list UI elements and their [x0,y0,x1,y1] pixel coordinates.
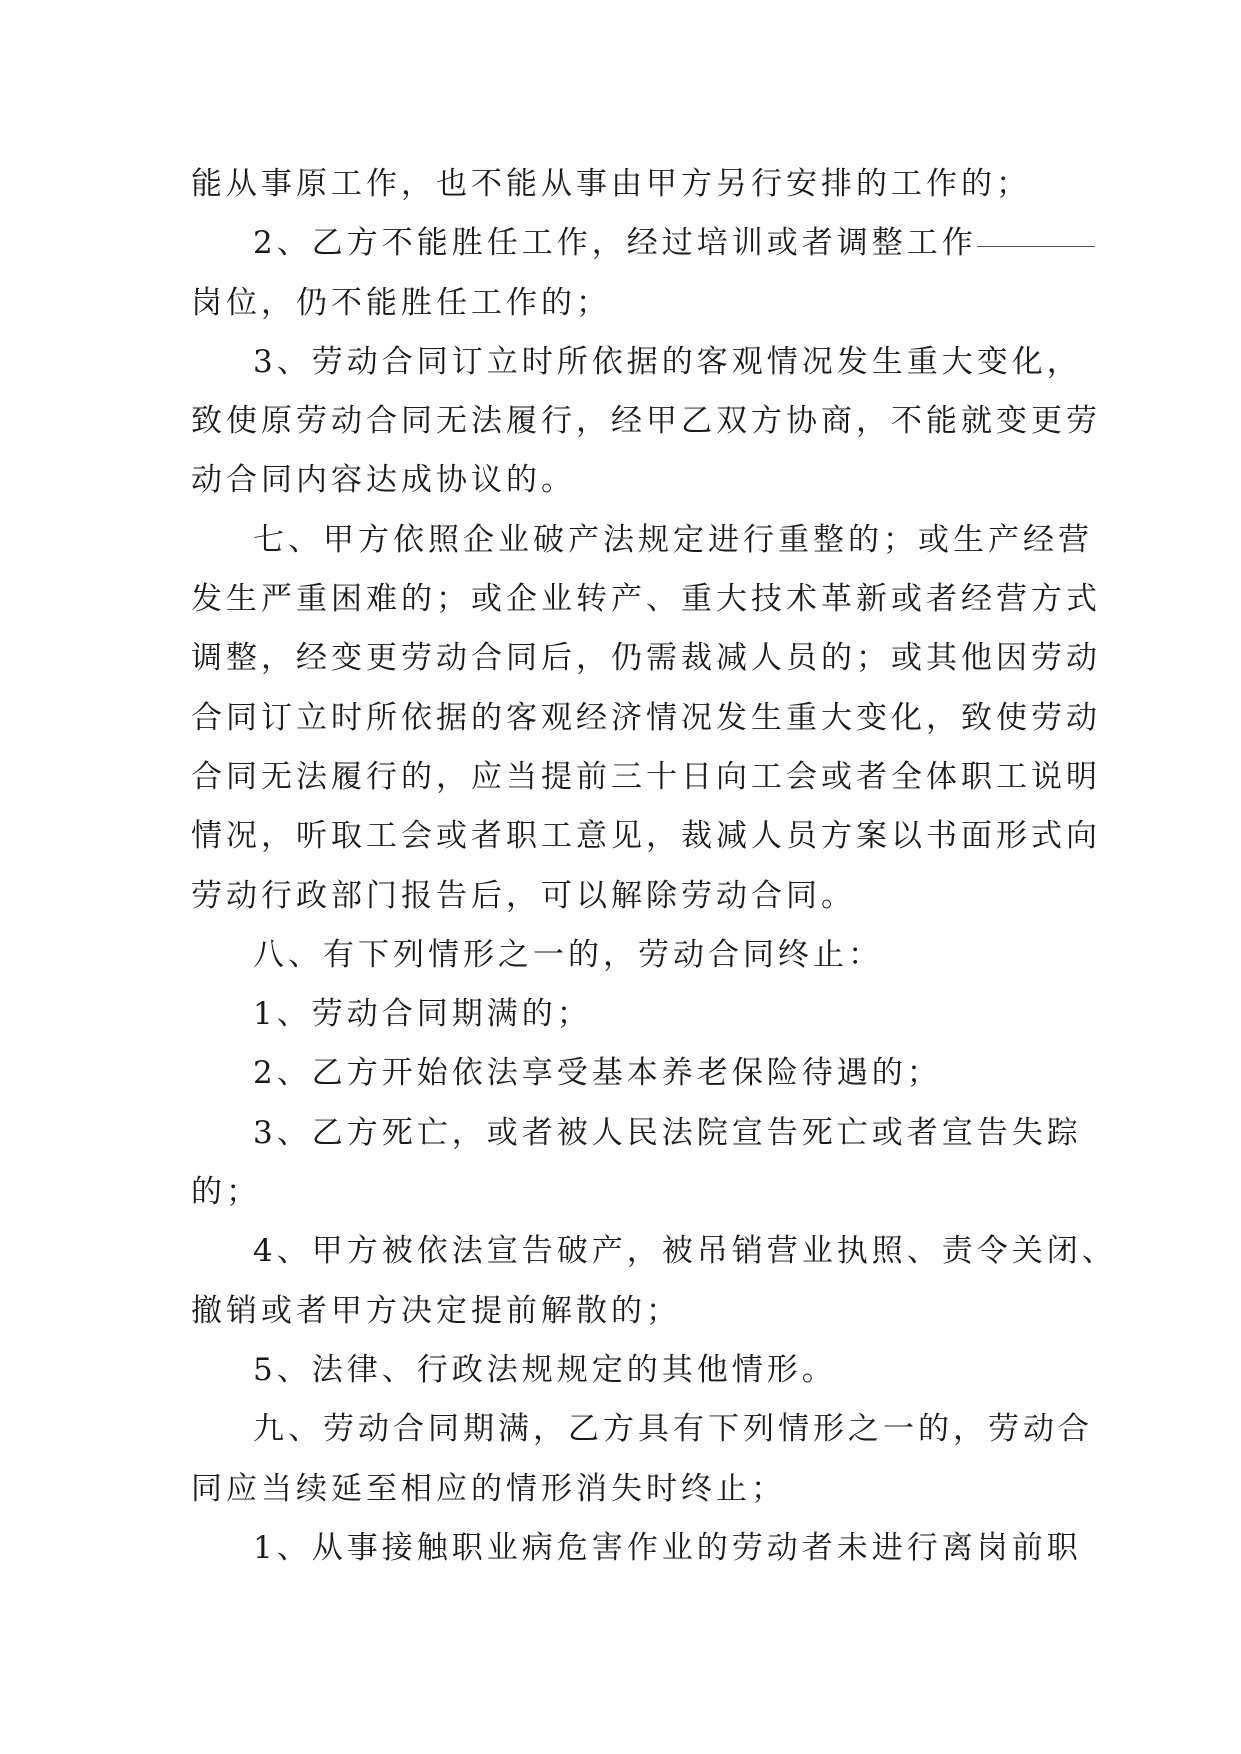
text-line: 能从事原工作，也不能从事由甲方另行安排的工作的； [191,166,1031,202]
text-line: 致使原劳动合同无法履行，经甲乙双方协商，不能就变更劳 [191,403,1101,440]
fill-in-blank [977,244,1095,247]
text-line: 3、乙方死亡，或者被人民法院宣告死亡或者宣告失踪 [253,1114,1082,1151]
text-line: 劳动行政部门报告后，可以解除劳动合同。 [191,877,856,914]
text-line: 2、乙方开始依法享受基本养老保险待遇的； [253,1055,942,1092]
document-body [191,155,1117,1578]
text-line: 合同订立时所依据的客观经济情况发生重大变化，致使劳动 [191,699,1101,736]
text-line: 情况，听取工会或者职工意见，裁减人员方案以书面形式向 [191,818,1101,855]
text-line: 九、劳动合同期满，乙方具有下列情形之一的，劳动合 [253,1411,1093,1448]
text-line: 5、法律、行政法规规定的其他情形。 [253,1351,837,1388]
text-line: 撤销或者甲方决定提前解散的； [191,1292,681,1329]
text-line: 1、从事接触职业病危害作业的劳动者未进行离岗前职 [253,1529,1082,1566]
text-line: 同应当续延至相应的情形消失时终止； [191,1470,786,1507]
text-line: 调整，经变更劳动合同后，仍需裁减人员的；或其他因劳动 [191,640,1101,677]
text-line: 4、甲方被依法宣告破产，被吊销营业执照、责令关闭、 [253,1233,1117,1270]
text-line: 2、乙方不能胜任工作，经过培训或者调整工作 [191,214,1059,273]
text-line: 合同无法履行的，应当提前三十日向工会或者全体职工说明 [191,758,1101,795]
text-line: 七、甲方依照企业破产法规定进行重整的；或生产经营 [253,521,1093,558]
text-line: 的； [191,1174,261,1211]
text-line: 1、劳动合同期满的； [253,996,592,1033]
text-line: 动合同内容达成协议的。 [191,462,576,499]
text-line: 岗位，仍不能胜任工作的； [191,284,611,321]
text-line: 发生严重困难的；或企业转产、重大技术革新或者经营方式 [191,581,1101,618]
text-line: 3、劳动合同订立时所依据的客观情况发生重大变化， [253,343,1082,380]
text-line: 八、有下列情形之一的，劳动合同终止： [253,936,883,973]
